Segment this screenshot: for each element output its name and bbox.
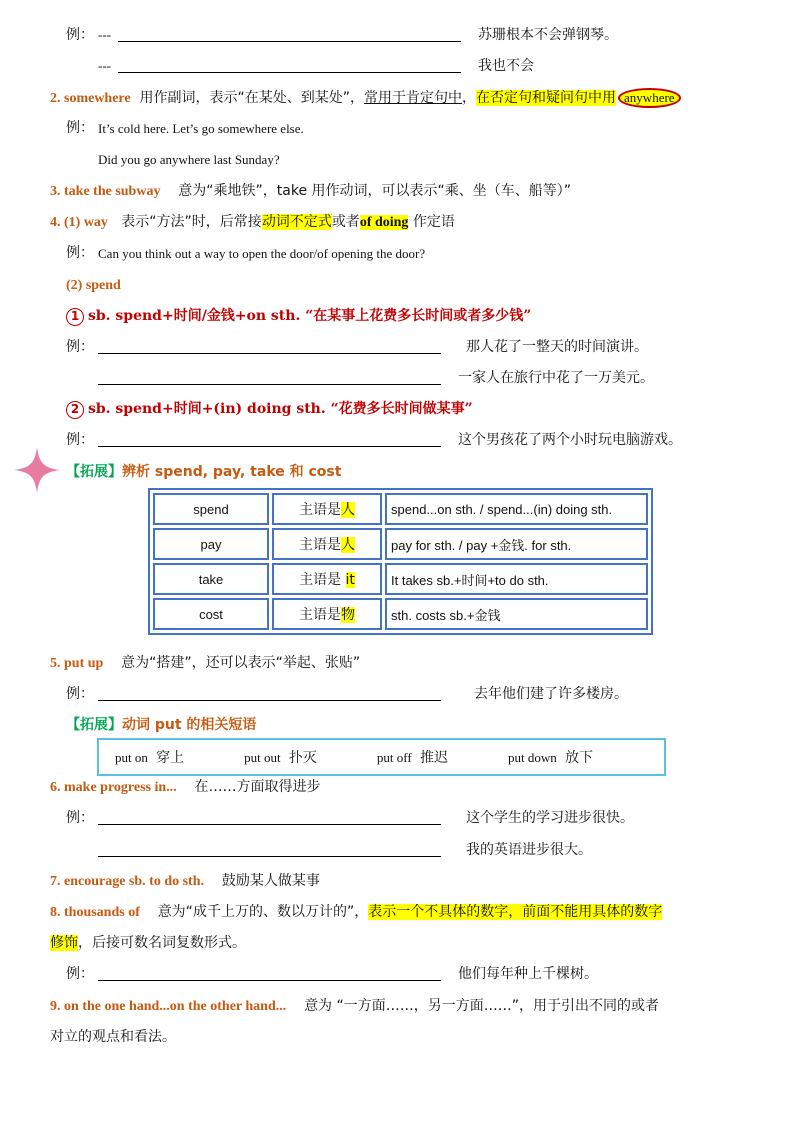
chinese-sentence: 这个学生的学习进步很快。 xyxy=(466,810,634,826)
example-label: 例： xyxy=(66,245,94,261)
subject-text: 主语是 xyxy=(299,607,341,623)
table-row xyxy=(153,563,648,595)
circled-keyword: anywhere xyxy=(618,88,681,108)
subject-highlight: 人 xyxy=(341,537,355,553)
put-phrases-box xyxy=(97,738,666,776)
chinese-sentence: 我的英语进步很大。 xyxy=(466,842,592,858)
example-sentence: Did you go anywhere last Sunday? xyxy=(98,152,280,167)
circled-number: 2 xyxy=(66,401,84,419)
item-encourage xyxy=(50,872,320,891)
subject-text: 主语是 xyxy=(299,537,341,553)
rule-text: sb. spend+时间+(in) doing sth. “花费多长时间做某事” xyxy=(88,401,473,417)
sparkle-star-icon xyxy=(14,447,60,493)
text: 作定语 xyxy=(412,214,455,230)
item-number: 9. on the one hand...on the other hand... xyxy=(50,999,287,1014)
dash: --- xyxy=(98,27,111,42)
answer-blank[interactable] xyxy=(98,856,441,857)
phrase-cn: 放下 xyxy=(564,750,593,766)
rule-2 xyxy=(66,400,473,419)
table-cell-subject xyxy=(272,563,382,595)
table-cell-word: spend xyxy=(153,493,269,525)
extension-heading xyxy=(66,716,256,734)
item-on-the-one-hand-cont xyxy=(50,1028,176,1046)
table-cell-word: pay xyxy=(153,528,269,560)
text: ，后接可数名词复数形式。 xyxy=(78,935,246,951)
table-cell-usage: sth. costs sb.+金钱 xyxy=(385,598,648,630)
answer-blank[interactable] xyxy=(98,353,441,354)
item-put-up xyxy=(50,654,360,673)
answer-blank[interactable] xyxy=(118,41,461,42)
highlighted-text: 修饰 xyxy=(50,935,78,951)
item-number: 5. put up xyxy=(50,656,104,671)
subject-text: 主语是 xyxy=(299,572,346,588)
text: 在……方面取得进步 xyxy=(194,779,321,795)
underlined-text: 常用于肯定句中 xyxy=(364,90,463,106)
phrase-en: put down xyxy=(507,750,557,765)
table-cell-subject xyxy=(272,493,382,525)
subject-highlight: 人 xyxy=(341,502,355,518)
item-make-progress xyxy=(50,778,320,797)
chinese-sentence: 我也不会 xyxy=(478,58,534,74)
answer-blank[interactable] xyxy=(98,980,441,981)
extension-title: 辨析 spend, pay, take 和 cost xyxy=(122,464,342,480)
sub-item-number: (2) spend xyxy=(66,278,121,293)
item-on-the-one-hand xyxy=(50,997,659,1016)
extension-heading xyxy=(66,463,341,481)
table-cell-usage: spend...on sth. / spend...(in) doing sth. xyxy=(385,493,648,525)
item-number: 2. somewhere xyxy=(50,91,131,106)
phrase-item xyxy=(377,747,448,767)
item-take-the-subway xyxy=(50,182,571,201)
example-label: 例： xyxy=(66,810,94,826)
example-sentence: It’s cold here. Let’s go somewhere else. xyxy=(98,121,304,136)
table-cell-word: take xyxy=(153,563,269,595)
text: 对立的观点和看法。 xyxy=(50,1029,176,1045)
rule-1 xyxy=(66,307,531,326)
text: 鼓励某人做某事 xyxy=(221,873,320,889)
answer-blank[interactable] xyxy=(98,384,441,385)
example-label: 例： xyxy=(66,120,94,136)
phrase-cn: 推迟 xyxy=(419,750,448,766)
item-thousands-of xyxy=(50,903,662,922)
highlighted-text: 在否定句和疑问句中用 xyxy=(476,90,617,106)
chinese-sentence: 苏珊根本不会弹钢琴。 xyxy=(478,27,618,43)
highlighted-text: 动词不定式 xyxy=(261,214,332,230)
text: 意为“成千上万的、数以万计的”， xyxy=(157,904,369,920)
table-cell-usage: It takes sb.+时间+to do sth. xyxy=(385,563,648,595)
item-number: 3. take the subway xyxy=(50,184,161,199)
rule-text: sb. spend+时间/金钱+on sth. “在某事上花费多长时间或者多少钱” xyxy=(88,308,532,324)
subject-highlight: it xyxy=(345,572,355,588)
chinese-sentence: 一家人在旅行中花了一万美元。 xyxy=(458,370,654,386)
table-cell-subject xyxy=(272,598,382,630)
subject-text: 主语是 xyxy=(299,502,341,518)
text: 意为“乘地铁”，take 用作动词，可以表示“乘、坐（车、船等）” xyxy=(178,183,572,199)
phrase-en: put off xyxy=(376,750,412,765)
table-cell-usage: pay for sth. / pay +金钱. for sth. xyxy=(385,528,648,560)
item-number: 6. make progress in... xyxy=(50,780,177,795)
text: 意为 “一方面……，另一方面……”，用于引出不同的或者 xyxy=(304,998,660,1014)
example-label: 例： xyxy=(66,966,94,982)
phrase-en: put out xyxy=(244,750,281,765)
item-somewhere xyxy=(50,88,681,108)
table-row xyxy=(153,493,648,525)
chinese-sentence: 去年他们建了许多楼房。 xyxy=(474,686,628,702)
comparison-table xyxy=(148,488,653,635)
example-label: 例： xyxy=(66,27,94,43)
answer-blank[interactable] xyxy=(98,824,441,825)
chinese-sentence: 那人花了一整天的时间演讲。 xyxy=(466,339,648,355)
table-row xyxy=(153,598,648,630)
example-label: 例： xyxy=(66,432,94,448)
chinese-sentence: 这个男孩花了两个小时玩电脑游戏。 xyxy=(458,432,682,448)
table-cell-word: cost xyxy=(153,598,269,630)
table-row xyxy=(153,528,648,560)
dash: --- xyxy=(98,58,111,73)
text: 或者 xyxy=(331,214,360,230)
answer-blank[interactable] xyxy=(98,446,441,447)
phrase-item xyxy=(115,747,184,767)
item-number: 4. (1) way xyxy=(50,215,108,230)
subject-highlight: 物 xyxy=(341,607,355,623)
table-cell-subject xyxy=(272,528,382,560)
circled-number: 1 xyxy=(66,308,84,326)
phrase-item xyxy=(508,747,593,767)
text: 用作副词，表示“在某处、到某处”， xyxy=(139,90,365,106)
text: ， xyxy=(462,90,477,106)
text: 意为“搭建”，还可以表示“举起、张贴” xyxy=(121,655,361,671)
item-way xyxy=(50,213,455,232)
extension-tag: 【拓展】 xyxy=(66,464,122,480)
phrase-item xyxy=(244,747,317,767)
phrase-en: put on xyxy=(115,750,148,765)
chinese-sentence: 他们每年种上千棵树。 xyxy=(458,966,598,982)
text: 表示“方法”时，后常接 xyxy=(121,214,262,230)
extension-tag: 【拓展】 xyxy=(66,717,122,733)
answer-blank[interactable] xyxy=(118,72,461,73)
phrase-cn: 扑灭 xyxy=(288,750,317,766)
example-sentence: Can you think out a way to open the door/of opening the door? xyxy=(98,246,426,261)
item-number: 7. encourage sb. to do sth. xyxy=(50,874,205,889)
item-thousands-of-cont xyxy=(50,934,246,952)
highlighted-text: 表示一个不具体的数字，前面不能用具体的数字 xyxy=(368,904,663,920)
example-label: 例： xyxy=(66,339,94,355)
example-label: 例： xyxy=(66,686,94,702)
extension-title: 动词 put 的相关短语 xyxy=(122,717,257,733)
highlighted-keyword: of doing xyxy=(359,215,409,230)
phrase-cn: 穿上 xyxy=(156,750,185,766)
answer-blank[interactable] xyxy=(98,700,441,701)
sub-item-spend xyxy=(66,276,121,295)
item-number: 8. thousands of xyxy=(50,905,140,920)
